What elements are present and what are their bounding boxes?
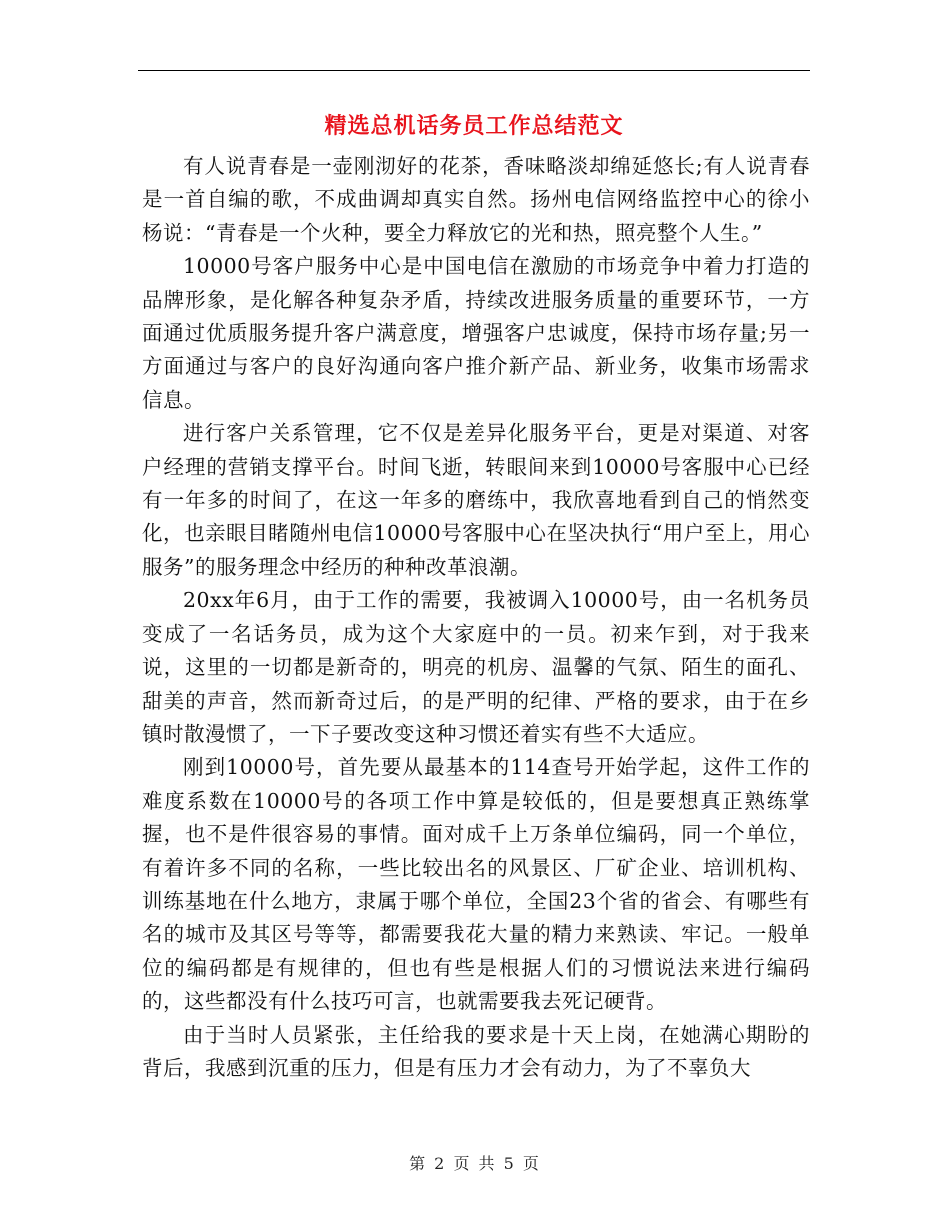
- document-title: 精选总机话务员工作总结范文: [324, 113, 624, 139]
- paragraph-3: 进行客户关系管理，它不仅是差异化服务平台，更是对渠道、对客户经理的营销支撑平台。时间飞逝，转眼间来到10000号客服中心已经有一年多的时间了，在这一年多的磨练中，我欣喜地看到自己的悄然变化，也亲眼目睹随州电信10000号客服中心在坚决执行“用户至上，用心服务”的服务理念中经历的种种改革浪潮。: [142, 421, 810, 579]
- document-body: [142, 150, 810, 1085]
- paragraph-5: 刚到10000号，首先要从最基本的114查号开始学起，这件工作的难度系数在10000号的各项工作中算是较低的，但是要想真正熟练掌握，也不是件很容易的事情。面对成千上万条单位编码，同一个单位，有着许多不同的名称，一些比较出名的风景区、厂矿企业、培训机构、训练基地在什么地方，隶属于哪个单位，全国23个省的省会、有哪些有名的城市及其区号等等，都需要我花大量的精力来熟读、牢记。一般单位的编码都是有规律的，但也有些是根据人们的习惯说法来进行编码的，这些都没有什么技巧可言，也就需要我去死记硬背。: [142, 755, 810, 1014]
- page-number-footer: 第 2 页 共 5 页: [409, 1154, 541, 1173]
- paragraph-6: 由于当时人员紧张，主任给我的要求是十天上岗，在她满心期盼的背后，我感到沉重的压力，但是有压力才会有动力，为了不辜负大: [142, 1022, 810, 1080]
- paragraph-4: 20xx年6月，由于工作的需要，我被调入10000号，由一名机务员变成了一名话务员，成为这个大家庭中的一员。初来乍到，对于我来说，这里的一切都是新奇的，明亮的机房、温馨的气氛、陌生的面孔、甜美的声音，然而新奇过后，的是严明的纪律、严格的要求，由于在乡镇时散漫惯了，一下子要改变这种习惯还着实有些不大适应。: [142, 588, 810, 746]
- paragraph-1: 有人说青春是一壶刚沏好的花茶，香味略淡却绵延悠长;有人说青春是一首自编的歌，不成曲调却真实自然。扬州电信网络监控中心的徐小杨说：“青春是一个火种，要全力释放它的光和热，照亮整个人生。”: [142, 154, 810, 245]
- header-rule: [138, 70, 810, 71]
- paragraph-2: 10000号客户服务中心是中国电信在激励的市场竞争中着力打造的品牌形象，是化解各种复杂矛盾，持续改进服务质量的重要环节，一方面通过优质服务提升客户满意度，增强客户忠诚度，保持市场存量;另一方面通过与客户的良好沟通向客户推介新产品、新业务，收集市场需求信息。: [142, 254, 810, 412]
